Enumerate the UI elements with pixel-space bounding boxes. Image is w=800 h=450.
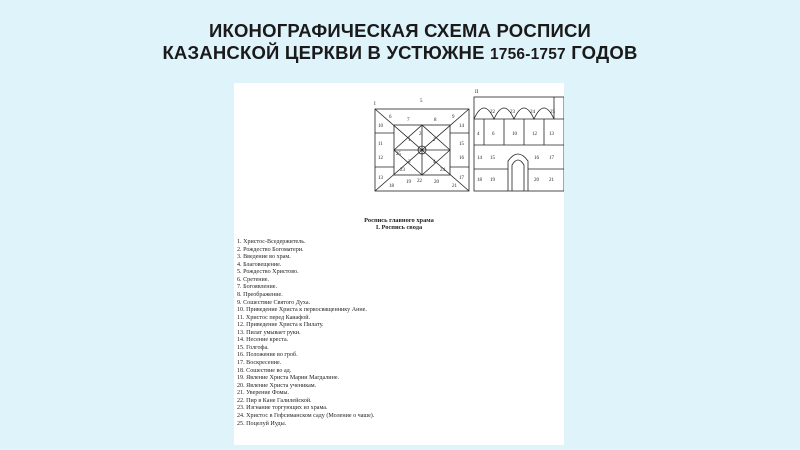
title-years: 1756-1757 — [489, 46, 566, 63]
wall-num: 12 — [532, 132, 537, 137]
sq-num: 2 — [433, 138, 436, 143]
legend-item: 14. Несение креста. — [237, 337, 289, 344]
sq-num: 14 — [459, 124, 464, 129]
slide-title — [0, 20, 800, 66]
fig-label-left: I — [374, 102, 376, 107]
wall-num: 4 — [477, 132, 480, 137]
legend-item: 18. Сошествие во ад. — [237, 367, 292, 374]
sq-num: 19 — [406, 180, 411, 185]
wall-num: 21 — [549, 178, 554, 183]
title-line-2-end: ГОДОВ — [565, 42, 638, 63]
title-line-1: ИКОНОГРАФИЧЕСКАЯ СХЕМА РОСПИСИ — [208, 20, 592, 41]
sq-num: 16 — [459, 156, 464, 161]
sq-num: 23 — [400, 168, 405, 173]
sq-num: 6 — [389, 115, 392, 120]
sq-num: 21 — [452, 184, 457, 189]
sq-num: 1 — [408, 138, 411, 143]
wall-num: 20 — [534, 178, 539, 183]
legend-item: 10. Приведение Христа к первосвященнику Анне. — [237, 307, 367, 314]
legend-list — [237, 239, 557, 428]
vault-diagram — [234, 83, 564, 213]
legend-item: 4. Благовещение. — [237, 261, 282, 268]
legend-item: 9. Сошествие Святого Духа. — [237, 299, 311, 306]
caption-line-2: I. Роспись свода — [375, 224, 423, 232]
sq-num: 9 — [452, 115, 455, 120]
legend-item: 15. Голгофа. — [237, 344, 269, 351]
sq-num: 4 — [433, 160, 436, 165]
figure-caption — [234, 217, 564, 232]
sq-num: 13 — [378, 176, 383, 181]
fig-label-top: 5 — [420, 99, 423, 104]
legend-item: 19. Явление Христа Марии Магдалине. — [237, 375, 340, 382]
sq-num: 10 — [378, 124, 383, 129]
caption-line-1: Роспись главного храма — [364, 217, 434, 224]
legend-item: 7. Богоявление. — [237, 284, 278, 291]
legend-item: 23. Изгнание торгующих из храма. — [237, 405, 328, 412]
sq-num: 2 — [419, 132, 422, 137]
legend-item: 11. Христос перед Каиафой. — [237, 314, 311, 321]
wall-num: 17 — [549, 156, 554, 161]
sq-num: 18 — [389, 184, 394, 189]
sq-num: 15 — [459, 142, 464, 147]
legend-item: 6. Сретение. — [237, 276, 270, 283]
legend-item: 16. Положение во гроб. — [237, 352, 298, 359]
wall-num: 14 — [477, 156, 482, 161]
title-line-2 — [0, 42, 800, 66]
fig-label-right: II — [475, 90, 479, 95]
legend-item: 25. Поцелуй Иуды. — [237, 420, 287, 427]
wall-num: 15 — [490, 156, 495, 161]
legend-item: 2. Рождество Богоматери. — [237, 246, 304, 253]
legend-item: 22. Пир в Кане Галилейской. — [237, 397, 312, 404]
wall-num: 23 — [510, 110, 515, 115]
legend-item: 5. Рождество Христово. — [237, 269, 299, 276]
wall-num: 10 — [512, 132, 517, 137]
sq-num: 20 — [434, 180, 439, 185]
wall-num: 22 — [490, 110, 495, 115]
wall-num: 25 — [550, 110, 555, 115]
sq-num: 17 — [459, 176, 464, 181]
sq-num: 8 — [434, 118, 437, 123]
sq-num: 24 — [440, 168, 445, 173]
sq-num: 3 — [408, 160, 411, 165]
scan-panel — [234, 83, 564, 445]
legend-item: 17. Воскресение. — [237, 360, 282, 366]
legend-item: 13. Пилат умывает руки. — [237, 329, 301, 336]
legend-item: 24. Христос в Гефсиманском саду (Моление о чаше). — [237, 412, 375, 419]
wall-num: 13 — [549, 132, 554, 137]
wall-num: 18 — [477, 178, 482, 183]
wall-num: 16 — [534, 156, 539, 161]
sq-num: 25 — [396, 152, 401, 157]
sq-num: 7 — [407, 118, 410, 123]
wall-num: 19 — [490, 178, 495, 183]
legend-item: 20. Явление Христа ученикам. — [237, 382, 317, 389]
title-line-2-text: КАЗАНСКОЙ ЦЕРКВИ В УСТЮЖНЕ — [162, 42, 490, 63]
wall-num: 6 — [492, 132, 495, 137]
legend-item: 12. Приведение Христа к Пилату. — [237, 322, 324, 329]
sq-num: 12 — [378, 156, 383, 161]
legend-item: 1. Христос-Вседержитель. — [237, 239, 306, 245]
legend-item: 3. Введение во храм. — [237, 254, 291, 261]
sq-num: 22 — [417, 179, 422, 184]
legend-item: 8. Преображение. — [237, 291, 283, 298]
sq-num: 11 — [378, 142, 383, 147]
legend-item: 21. Уверение Фомы. — [237, 390, 290, 397]
wall-num: 24 — [530, 110, 535, 115]
